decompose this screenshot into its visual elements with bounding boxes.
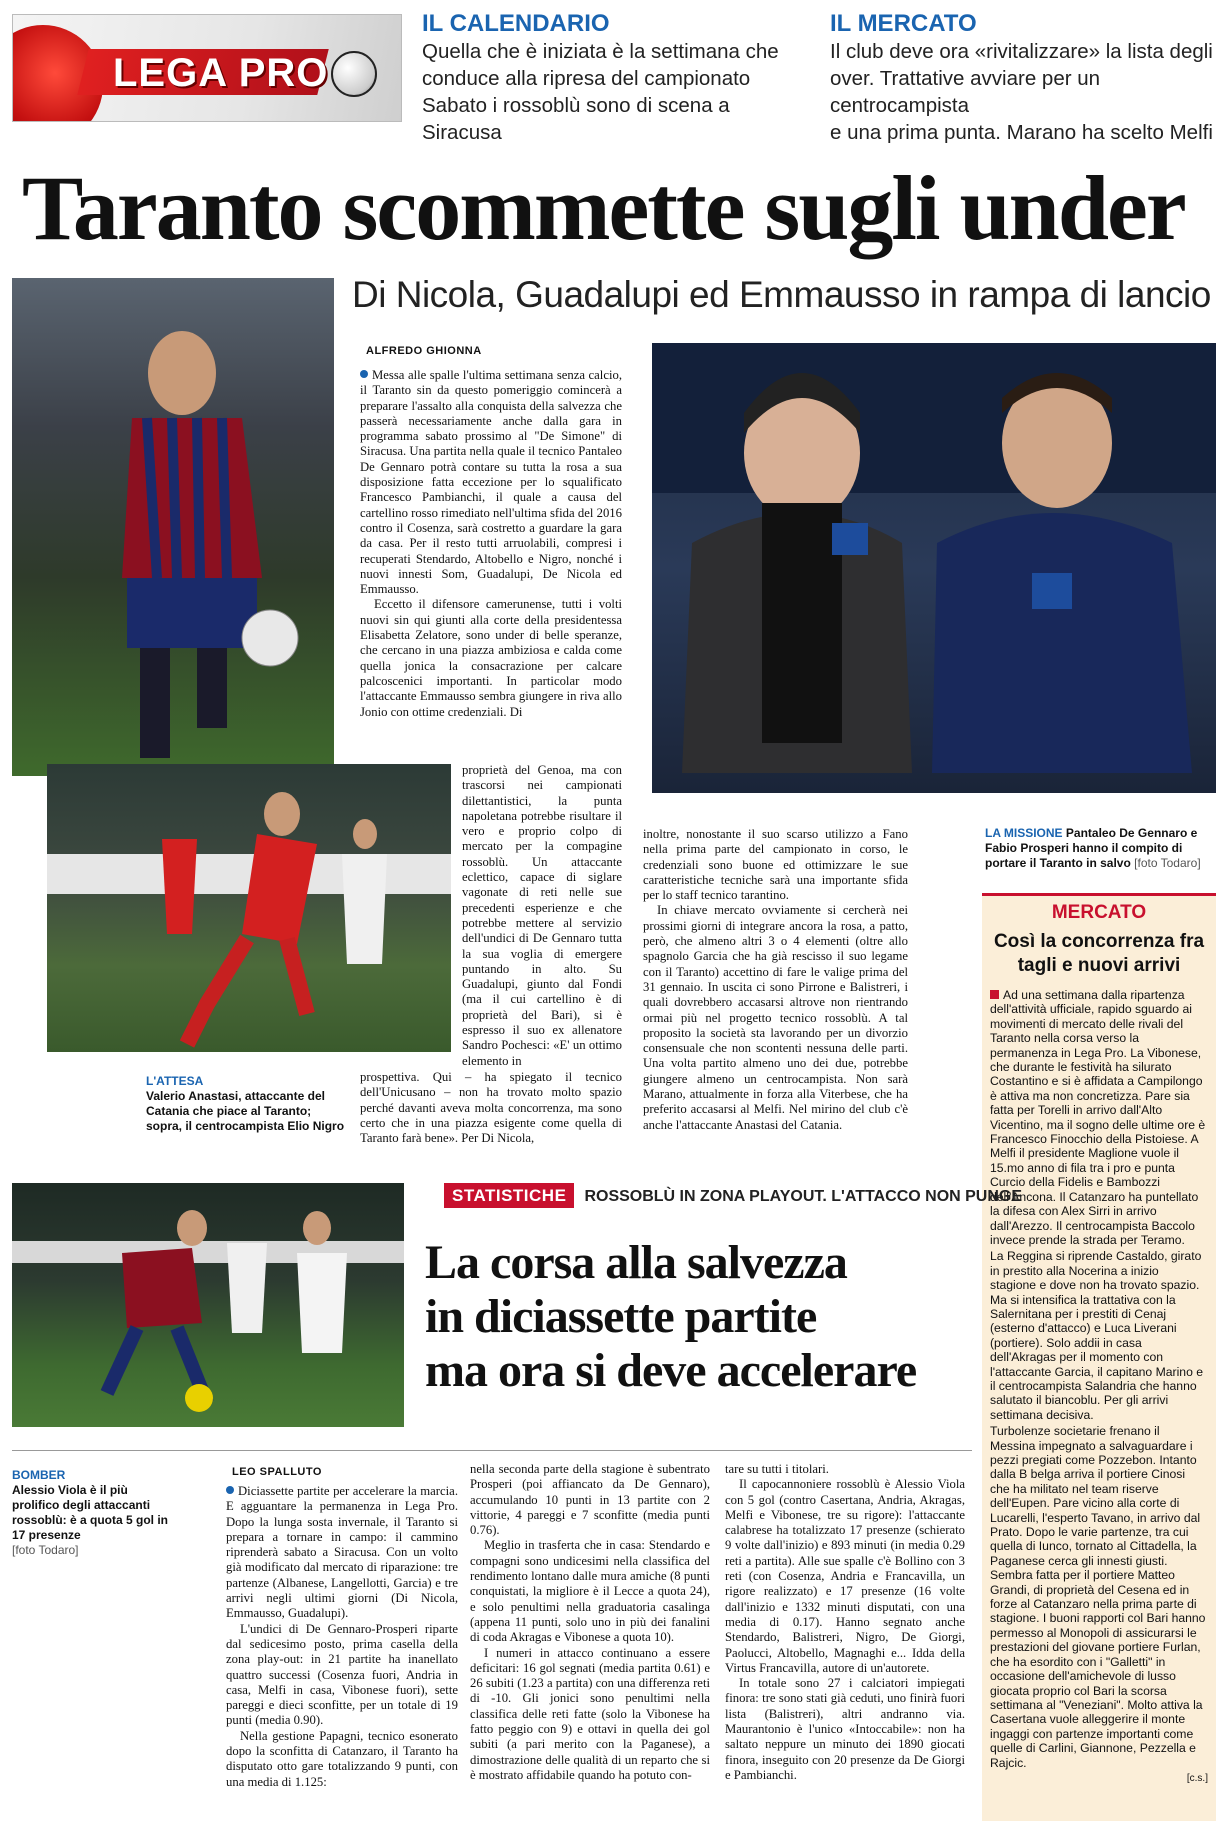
article-paragraph: Il capocannoniere rossoblù è Alessio Viola con 5 gol (contro Casertana, Andria, Akragas, Melfi e Vibonese, tre su rigore): l'attaccante calabrese ha totalizzato 17 presenze (schierato 9 volte dall'inizio) e 893 minuti (in media 0.29 reti a partita). Alle sue spalle c'è Bollino con 3 reti (con Cosenza, Andria e Francavilla, un rigore realizzato) e 17 presenze (16 volte dall'inizio e 1332 minuti disputati, con una media di 0.17). Hanno segnato anche Stendardo, Balistreri, Nigro, De Giorgi, Paolucci, Altobello, Magnaghi e... Idda della Virtus Francavilla, autore di un'autorete.: [725, 1477, 965, 1675]
teaser-kicker: IL CALENDARIO: [422, 10, 610, 37]
stat-kicker: ROSSOBLÙ IN ZONA PLAYOUT. L'ATTACCO NON PUNGE: [584, 1188, 1023, 1205]
photo-player-nigro: [12, 278, 334, 776]
player-illustration: [12, 1183, 404, 1427]
teaser-calendario: [422, 10, 802, 146]
teaser-kicker: IL MERCATO: [830, 10, 977, 37]
photo-credit: [foto Todaro]: [1134, 856, 1201, 870]
sidebar-subhead: Così la concorrenza fra tagli e nuovi arrivi: [993, 931, 1205, 976]
article-paragraph: proprietà del Genoa, ma con trascorsi nei campionati dilettantistici, la punta napoletana potrebbe risultare il vero e proprio colpo di mercato per la compagine rossoblù. Un attaccante eclettico, capace di siglare vagonate di reti nelle sue precedenti esperienze e che potrebbe mettere al servizio dell'undici di De Gennaro tutta la sua voglia di emergere puntando in alto. Su Guadalupi, giunto dal Fondi (ma il cui cartellino è di proprietà del Bari), si è espresso il suo ex allenatore Sandro Pochesci: «E' un ottimo elemento in: [462, 763, 622, 1068]
caption-kicker: LA MISSIONE: [985, 826, 1063, 840]
article-paragraph: nella seconda parte della stagione è subentrato Prosperi (poi affiancato da De Gennaro), accumulando 10 punti in 13 partite con 2 vittorie, 4 pareggi e 7 sconfitte (media punti 0.76).: [470, 1462, 710, 1538]
teaser-line: conduce alla ripresa del campionato: [422, 67, 751, 90]
teaser-line: Sabato i rossoblù sono di scena a Siracusa: [422, 94, 730, 144]
section-banner: [12, 14, 402, 122]
sidebar-paragraph: Turbolenze societarie frenano il Messina impegnato a salvaguardare i pezzi pregiati come Pozzebon. Intanto dalla B belga arriva il portiere Cinosi che ha militato nel team riserve dell'Eupen. Pare vicino alla corte di Lucarelli, l'esperto Tavano, in arrivo dal Prato. Dopo le varie partenze, tra cui quella di Iunco, tornato al Cittadella, la Paganese cerca gli innesti giusti. Sembra fatta per il portiere Matteo Grandi, di proprietà del Cesena ed in forze al Catanzaro nella prima parte di stagione. I buoni rapporti col Bari hanno permesso al Monopoli di assicurarsi le prestazioni del giovane portiere Furlan, che ha esordito con i "Galletti" in occasione dell'amichevole di lusso giocata proprio col Bari la scorsa settimana al "Veneziani". Molto attiva la Casertana vuole alleggerire il monte ingaggi con partenze importanti come quelle di Carlini, Giannone, Pezzella e Rajcic.: [990, 1424, 1206, 1770]
article-column: [360, 1070, 622, 1146]
teaser-line: e una prima punta. Marano ha scelto Melfi: [830, 121, 1213, 144]
sidebar-body: [982, 978, 1216, 1786]
article-paragraph: In chiave mercato ovviamente si cercherà nei prossimi giorni di integrare ancora la rosa, a patto, però, che almeno altri 3 o 4 elementi (oltre allo spagnolo Garcia che ha già rescisso il suo legame con il Taranto) accettino di fare le valige prima del 31 gennaio. In uscita ci sono Pirrone e Balistreri, i quali dovrebbero accasarsi altrove non rientrando ormai più nel progetto tecnico rossoblù. A tal proposito la società sta lavorando per un divorzio consensuale che non scontenti nessuna delle parti. Una volta partito almeno uno dei due, potrebbe giungere almeno un centrocampista. Non sarà Marano, attualmente in forza alla Viterbese, che ha preferito accasarsi al Melfi. Nel mirino del club c'è anche l'attaccante Anastasi del Catania.: [643, 903, 908, 1132]
article-paragraph: Meglio in trasferta che in casa: Stendardo e compagni sono undicesimi nella classifica del rendimento lontano dalle mura amiche (8 punti conquistati, la migliore è il Lecce a quota 24), e solo penultimi nella graduatoria casalinga (appena 11 punti, solo uno in più dei fanalini di coda Akragas e Vibonese a quota 10).: [470, 1538, 710, 1645]
article-column: [643, 827, 908, 1133]
article-paragraph: tare su tutti i titolari.: [725, 1462, 829, 1476]
article-paragraph: I numeri in attacco continuano a essere deficitari: 16 gol segnati (media partita 0.61) e 26 subiti (1.23 a partita) con una differenza reti di -10. Gli jonici sono penultimi nella classifica delle reti fatte (solo la Vibonese ha fatto peggio con 9) e ottavi in quella dei gol subiti (a pari merito con la Paganese), a dimostrazione delle qualità di un reparto che si è mostrato affidabile quando ha potuto con-: [470, 1645, 710, 1782]
subheadline: Di Nicola, Guadalupi ed Emmausso in rampa di lancio: [352, 274, 1211, 315]
sidebar-mercato: [982, 893, 1216, 1821]
article-column: [226, 1484, 458, 1790]
article-column: [725, 1462, 965, 1783]
photo-caption: [146, 1074, 346, 1134]
caption-text: Alessio Viola è il più prolifico degli attaccanti rossoblù: è a quota 5 gol in 17 presenze: [12, 1483, 169, 1542]
headline-line: in diciassette partite: [425, 1290, 817, 1343]
bullet-square-icon: [990, 990, 999, 999]
article-paragraph: Diciassette partite per accelerare la marcia. E agguantare la permanenza in Lega Pro. Dopo la lunga sosta invernale, il Taranto si prepara a tornare in campo: il cammino riprenderà sabato a Siracusa. Con un volto già modificato dal mercato di riparazione: tre partenze (Albanese, Langellotti, Garcia) e tre arrivi negli ultimi giorni (Di Nicola, Emmausso, Guadalupi).: [226, 1484, 458, 1621]
player-illustration: [47, 764, 451, 1052]
stat-tag: STATISTICHE: [444, 1183, 574, 1208]
bench-illustration: [652, 343, 1216, 793]
caption-kicker: BOMBER: [12, 1468, 66, 1482]
headline-line: ma ora si deve accelerare: [425, 1344, 917, 1397]
teaser-line: Il club deve ora «rivitalizzare» la lista degli: [830, 40, 1213, 63]
soccer-ball-icon: [331, 51, 377, 97]
caption-text: Pantaleo De Gennaro e Fabio Prosperi hanno il compito di portare il Taranto in salvo: [985, 826, 1198, 870]
teaser-line: over. Trattative avviare per un centrocampista: [830, 67, 1101, 117]
headline-line: La corsa alla salvezza: [425, 1236, 847, 1289]
photo-player-anastasi: [47, 764, 451, 1052]
article-paragraph: Nella gestione Papagni, tecnico esonerato dopo la sconfitta di Catanzaro, il Taranto ha disputato otto gare totalizzando 9 punti, con una media di 1.125:: [226, 1728, 458, 1789]
article-column: [360, 368, 622, 720]
page-title: Taranto scommette sugli under: [22, 157, 1185, 259]
sidebar-paragraph: La Reggina si riprende Castaldo, girato in prestito alla Nocerina a inizio stagione e dove non ha trovato spazio. Ma si intensifica la trattativa con la Salernitana per i prestiti di Cenaj (esterno d'attacco) e Luca Liverani (portiere). Solo addii in casa dell'Akragas per il momento con l'attaccante Garcia, il capitano Marino e il centrocampista Salandria che hanno salutato il biancoblu. Per gli arrivi settimana decisiva.: [990, 1249, 1204, 1422]
section-label: LEGA PRO: [113, 51, 329, 95]
article-column: [462, 763, 622, 1069]
article-paragraph: In totale sono 27 i calciatori impiegati finora: tre sono stati già ceduti, uno finirà fuori lista (Balistreri), altri andranno via. Maurantonio è l'unico «Intoccabile»: non ha saltato neppure un minuto dei 1890 giocati finora, inseguito con 20 presenze da De Giorgi e Pambianchi.: [725, 1676, 965, 1782]
byline: ALFREDO GHIONNA: [366, 345, 482, 357]
teaser-mercato: [830, 10, 1225, 146]
sidebar-paragraph: Ad una settimana dalla ripartenza dell'attività ufficiale, rapido sguardo ai movimenti di mercato delle rivali del Taranto nella corsa verso la permanenza in Lega Pro. La Vibonese, che durante le festività ha silurato Costantino e si è affidata a Campilongo è attiva ma non concretizza. Pare sia fatta per Torelli in arrivo dall'Alto Vicentino, ma il sogno delle ultime ore è Francesco Finocchio della Pistoiese. A Melfi il presidente Maglione vuole il 15.mo anno di fila tra i pro e punta Curcio della Fidelis e Bambozzi dell'Ancona. Il Catanzaro ha puntellato la difesa con Alex Sirri in arrivo dall'Arezzo. Il centrocampista Baccolo invece prende la strada per Teramo.: [990, 988, 1206, 1247]
photo-bench: [652, 343, 1216, 793]
teaser-line: Quella che è iniziata è la settimana che: [422, 40, 779, 63]
headline-2: [425, 1236, 980, 1398]
sidebar-signature: [c.s.]: [1186, 1772, 1208, 1784]
article-paragraph: Messa alle spalle l'ultima settimana senza calcio, il Taranto sin da questo pomeriggio comincerà a preparare l'assalto alla conquista della salvezza che passerà necessariamente anche dalla gara in programma sabato prossimo al "De Simone" di Siracusa. Una partita nella quale il tecnico Pantaleo De Gennaro potrà contare su tutta la rosa a sua disposizione fatta eccezione per lo squalificato Francesco Pambianchi, il quale a causa del cartellino rosso rimediato nell'ultima sfida del 2016 contro il Cosenza, sarà costretto a guardare la gara da casa. Per il resto tutti arruolabili, compresi i recuperati Stendardo, Altobello e Nigro, nonché i nuovi innesti Som, Guadalupi, De Nicola ed Emmausso.: [360, 368, 622, 597]
article-paragraph: prospettiva. Qui – ha spiegato il tecnico dell'Unicusano – non ha trovato molto spazio perché davanti aveva molta concorrenza, ma sono certo che in una piazza esigente come quella di Taranto farà bene». Per Di Nicola,: [360, 1070, 622, 1146]
stat-header: [444, 1186, 1022, 1206]
divider: [12, 1450, 972, 1451]
player-illustration: [12, 278, 334, 776]
photo-caption: [12, 1468, 172, 1558]
sidebar-title: MERCATO: [1051, 902, 1147, 923]
article-paragraph: L'undici di De Gennaro-Prosperi riparte dal sedicesimo posto, prima casella della zona play-out: in 21 partite ha inanellato quattro successi (Cosenza fuori, Andria in casa, Melfi in casa, Vibonese fuori), sette pareggi e dieci sconfitte, per un totale di 19 punti (media 0.90).: [226, 1621, 458, 1728]
caption-text: Valerio Anastasi, attaccante del Catania che piace al Taranto; sopra, il centrocampista Elio Nigro: [146, 1089, 345, 1133]
photo-credit: [foto Todaro]: [12, 1543, 79, 1557]
photo-player-viola: [12, 1183, 404, 1427]
article-paragraph: inoltre, nonostante il suo scarso utilizzo a Fano nella prima parte del campionato in corso, le credenziali sono buone ed ottimizzare le sue caratteristiche tecniche sarà una importante sfida per lo staff tecnico tarantino.: [643, 827, 908, 903]
bullet-icon: [226, 1486, 234, 1494]
article-column: [470, 1462, 710, 1783]
byline: LEO SPALLUTO: [232, 1466, 322, 1478]
article-paragraph: Eccetto il difensore camerunense, tutti i volti nuovi sin qui giunti alla corte della presidentessa Elisabetta Zelatore, sono under di belle speranze, che cercano in una piazza ambiziosa e calda come quella jonica la consacrazione per calcare palcoscenici importanti. In particolar modo l'attaccante Emmausso sembra giungere in riva allo Jonio con ottime credenziali. Di: [360, 597, 622, 719]
caption-kicker: L'ATTESA: [146, 1074, 204, 1088]
photo-caption: [985, 826, 1215, 871]
bullet-icon: [360, 370, 368, 378]
